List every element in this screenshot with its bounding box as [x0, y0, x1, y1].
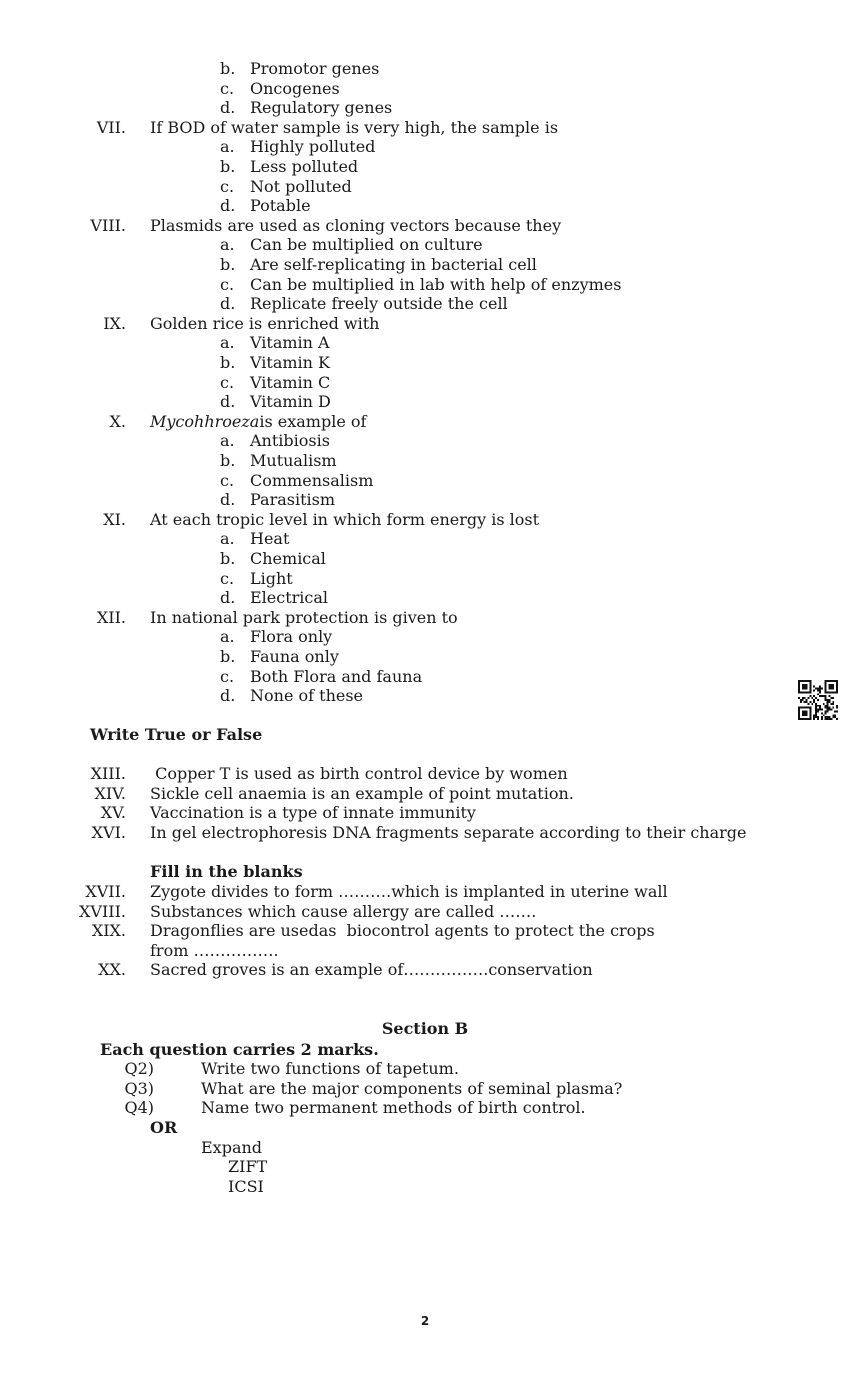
option-letter: d. [220, 294, 236, 314]
option-letter: c. [220, 470, 235, 490]
option-text: Are self-replicating in bacterial cell [250, 255, 537, 274]
statement-text: Copper T is used as birth control device by women [150, 764, 568, 783]
section-b-title: Section B [381, 1019, 469, 1038]
question-rest: is example of [259, 411, 367, 431]
question-text: Golden rice is enriched with [150, 313, 380, 333]
blank-text: Zygote divides to form ……….which is implanted in uterine wall [150, 882, 668, 901]
option-text: Flora only [250, 627, 333, 647]
option-letter: d. [220, 588, 236, 608]
option-letter: a. [220, 333, 235, 353]
option-letter: a. [220, 627, 235, 647]
question-number: XII. [96, 607, 126, 627]
option-letter: d. [220, 490, 236, 510]
option-letter: a. [220, 529, 235, 549]
question-text: At each tropic level in which form energy is lost [150, 509, 540, 529]
question-italic-term: Mycohhroeza [150, 411, 260, 431]
section-b-question-number: Q3) [124, 1078, 154, 1098]
option-text: Light [250, 568, 293, 588]
question-text: Plasmids are used as cloning vectors because they [150, 215, 562, 235]
fill-blanks-heading: Fill in the blanks [150, 862, 303, 881]
blank-number: XX. [98, 960, 126, 980]
option-letter: d. [220, 98, 236, 118]
expand-label: Expand [201, 1138, 263, 1157]
blank-text-continued: from ……………. [150, 940, 279, 960]
blank-text: Sacred groves is an example of…………….conservation [150, 960, 593, 980]
option-letter: b. [220, 59, 236, 78]
option-text: None of these [250, 686, 364, 706]
blank-number: XIX. [91, 921, 126, 941]
page-number: 2 [420, 1314, 430, 1328]
option-text: Vitamin K [250, 353, 330, 372]
option-letter: d. [220, 196, 236, 216]
blank-number: XVIII. [79, 901, 126, 921]
option-letter: a. [220, 235, 235, 255]
option-letter: b. [220, 255, 236, 274]
true-false-heading: Write True or False [90, 725, 263, 744]
expand-item: ZIFT [228, 1157, 268, 1176]
question-number: XI. [103, 509, 126, 529]
option-letter: b. [220, 647, 236, 666]
option-letter: b. [220, 451, 236, 470]
option-text: Highly polluted [250, 137, 376, 157]
blank-text: Substances which cause allergy are called ……. [150, 901, 537, 921]
option-text: Promotor genes [250, 59, 380, 78]
option-letter: a. [220, 431, 235, 451]
option-letter: a. [220, 137, 235, 157]
question-text [150, 412, 366, 432]
question-number: IX. [103, 313, 126, 333]
option-text: Vitamin D [250, 392, 331, 412]
option-text: Can be multiplied in lab with help of enzymes [250, 274, 622, 294]
statement-text: Vaccination is a type of innate immunity [150, 803, 476, 823]
option-letter: d. [220, 392, 236, 412]
option-text: Chemical [250, 549, 326, 568]
question-number: VII. [96, 117, 126, 137]
option-text: Vitamin C [250, 372, 331, 392]
option-letter: b. [220, 353, 236, 372]
option-text: Less polluted [250, 157, 359, 176]
statement-number: XIII. [90, 764, 126, 783]
question-text: In national park protection is given to [150, 607, 458, 627]
section-b-question-text: Name two permanent methods of birth control. [201, 1098, 586, 1118]
statement-number: XIV. [94, 783, 126, 803]
section-b-question-number: Q2) [124, 1059, 154, 1078]
option-text: Parasitism [250, 490, 336, 510]
option-letter: b. [220, 157, 236, 176]
option-text: Oncogenes [250, 78, 340, 98]
option-letter: b. [220, 549, 236, 568]
qr-code-icon[interactable] [798, 680, 838, 720]
statement-text: In gel electrophoresis DNA fragments separate according to their charge [150, 822, 747, 842]
statement-text: Sickle cell anaemia is an example of point mutation. [150, 783, 574, 803]
question-number: X. [109, 411, 126, 431]
option-text: Regulatory genes [250, 98, 393, 118]
option-text: Electrical [250, 588, 329, 608]
option-text: Heat [250, 529, 290, 549]
question-number: VIII. [90, 215, 126, 235]
statement-number: XV. [100, 803, 126, 823]
option-text: Can be multiplied on culture [250, 235, 483, 255]
question-text: If BOD of water sample is very high, the sample is [150, 117, 559, 137]
section-b-subtitle: Each question carries 2 marks. [100, 1040, 379, 1059]
option-letter: c. [220, 372, 235, 392]
expand-item: ICSI [228, 1176, 264, 1196]
option-text: Vitamin A [250, 333, 330, 353]
section-b-question-text: What are the major components of seminal plasma? [201, 1078, 623, 1098]
option-text: Replicate freely outside the cell [250, 294, 508, 314]
or-label: OR [150, 1118, 178, 1137]
option-letter: c. [220, 176, 235, 196]
option-letter: c. [220, 78, 235, 98]
option-text: Potable [250, 196, 311, 216]
option-letter: c. [220, 274, 235, 294]
option-text: Mutualism [250, 451, 337, 470]
option-text: Not polluted [250, 176, 352, 196]
option-letter: d. [220, 686, 236, 706]
statement-number: XVI. [91, 822, 126, 842]
option-letter: c. [220, 568, 235, 588]
option-letter: c. [220, 666, 235, 686]
option-text: Fauna only [250, 647, 339, 666]
section-b-question-text: Write two functions of tapetum. [201, 1059, 459, 1078]
blank-text: Dragonflies are usedas biocontrol agents to protect the crops [150, 921, 655, 941]
section-b-question-number: Q4) [124, 1098, 154, 1118]
option-text: Both Flora and fauna [250, 666, 423, 686]
option-text: Antibiosis [250, 431, 330, 451]
blank-number: XVII. [85, 882, 126, 901]
option-text: Commensalism [250, 470, 374, 490]
